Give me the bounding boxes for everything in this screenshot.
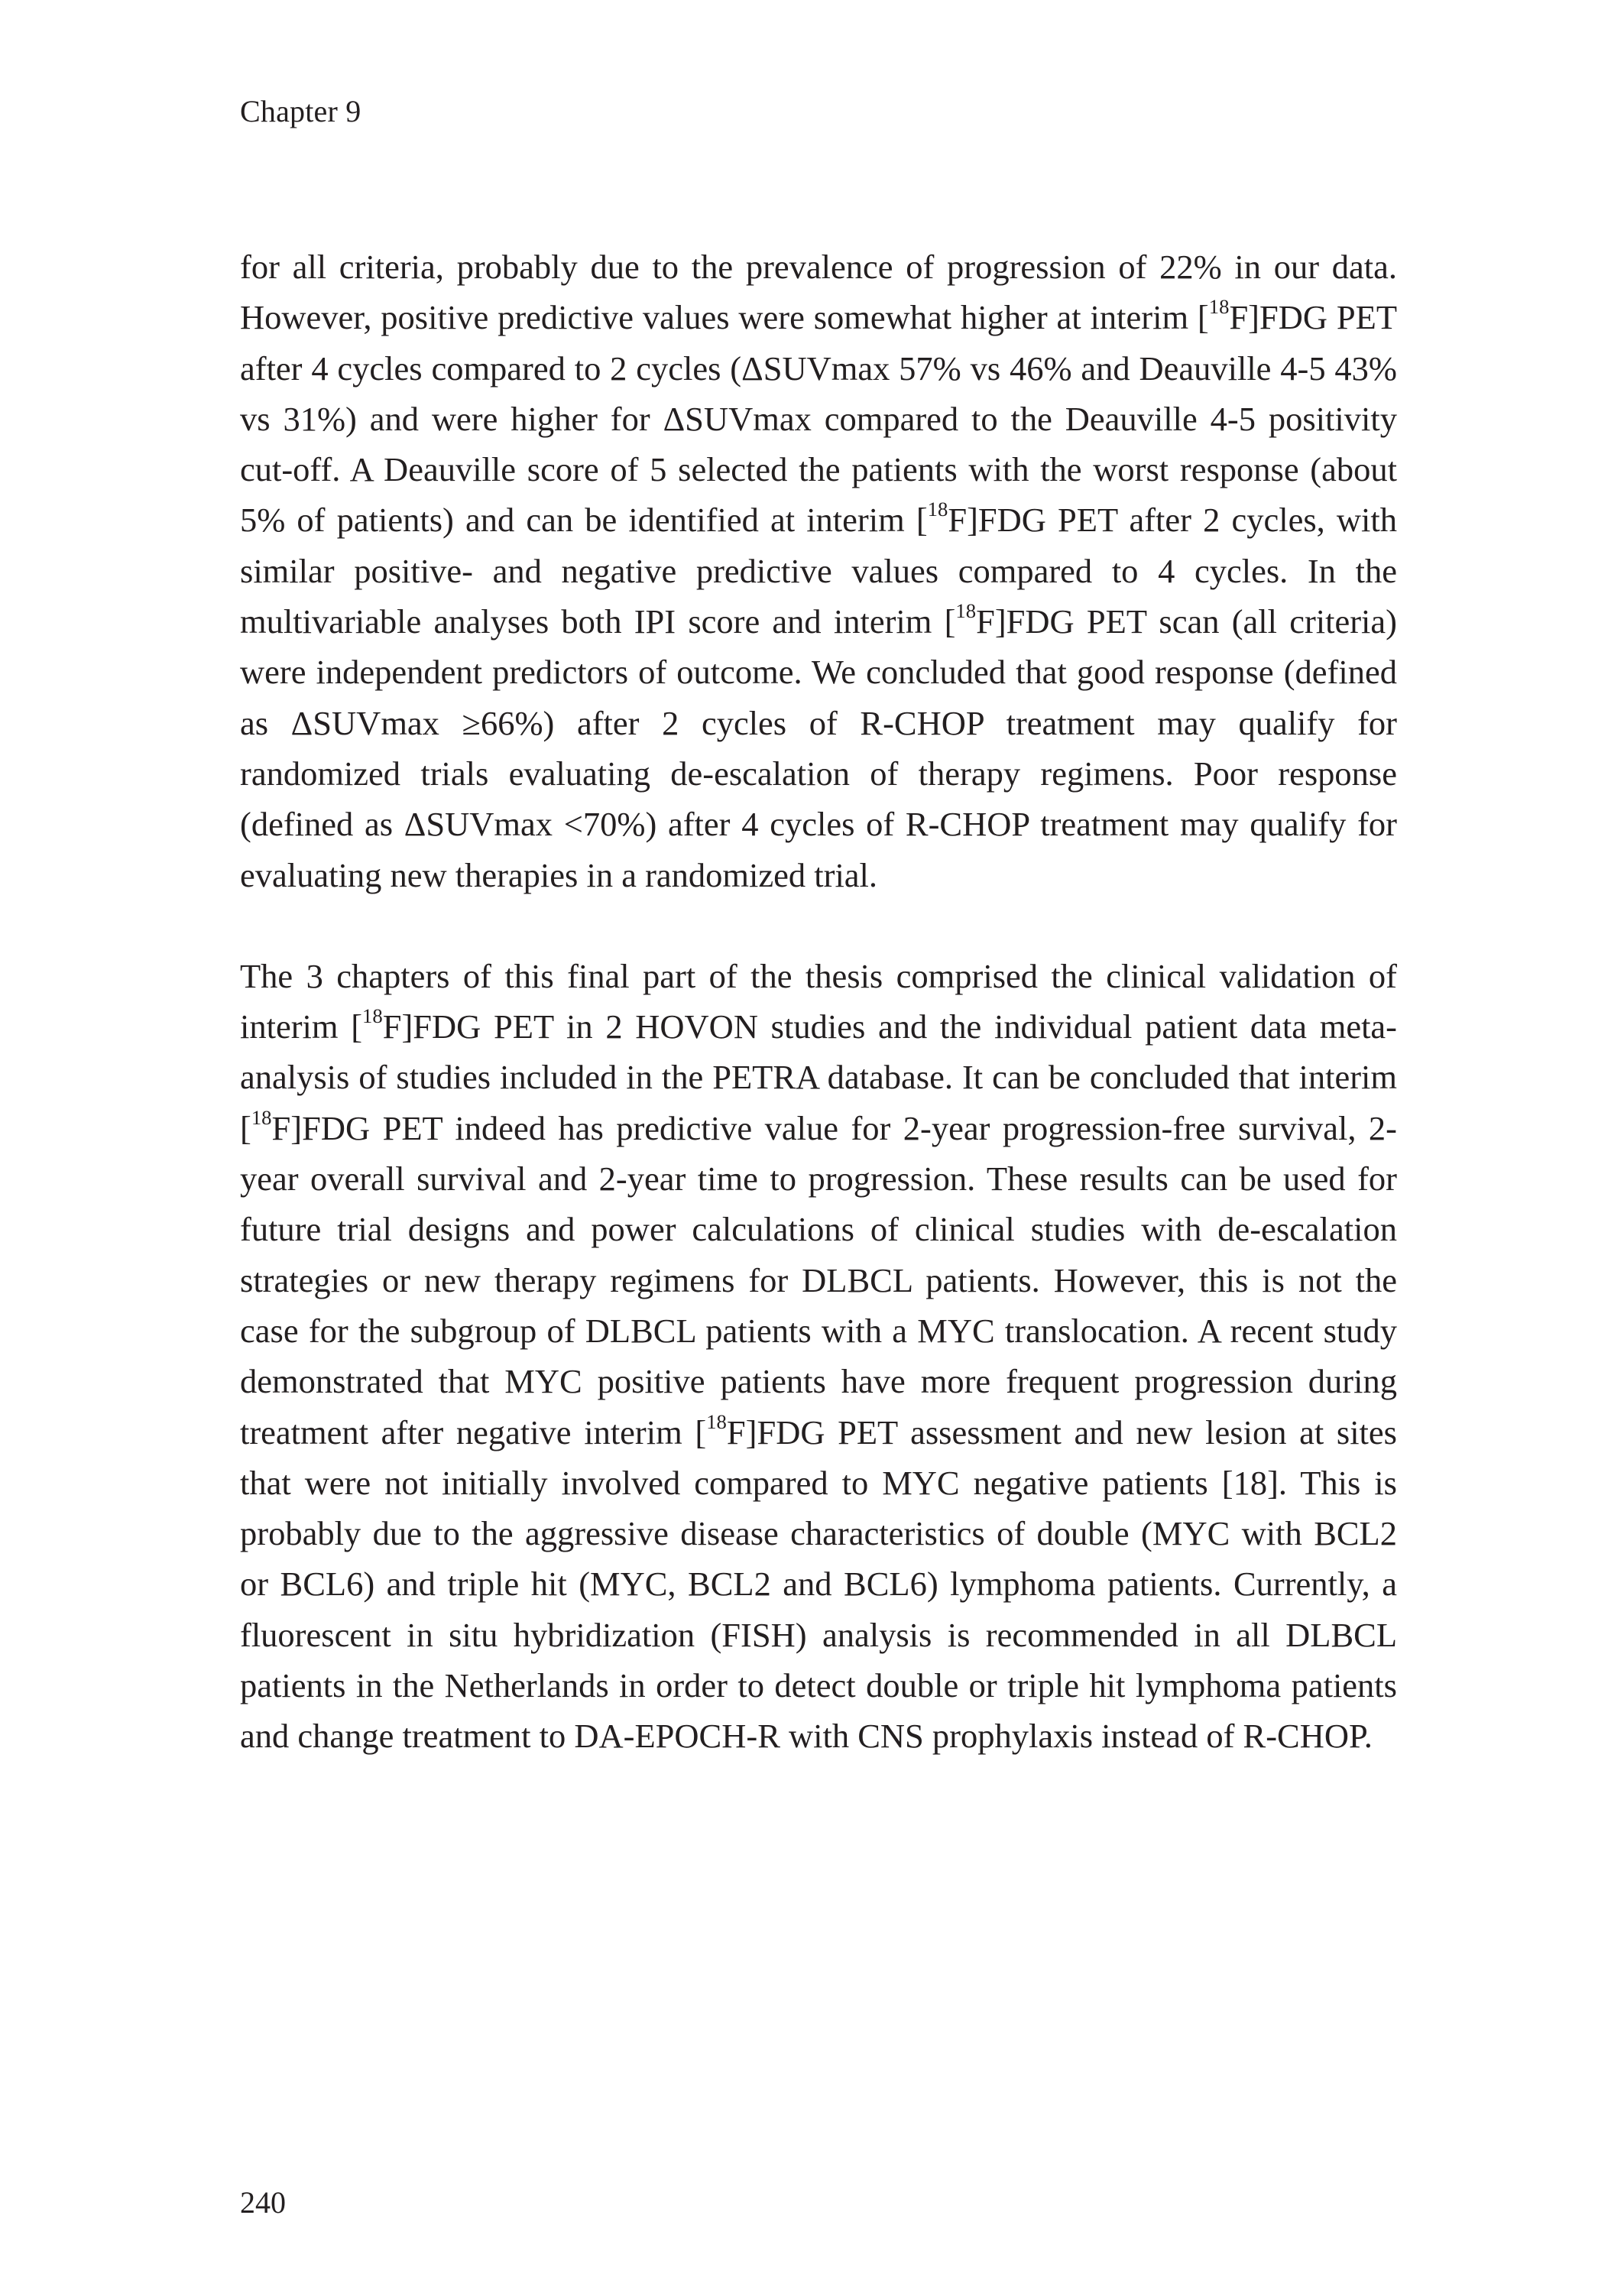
paragraph-1-text: for all criteria, probably due to the prevalence of progression of 22% in our data. However, positive predictive values were somewhat higher at interim [ [240,248,1397,337]
body-text [240,242,1397,1762]
superscript-mass-number: 18 [955,599,977,623]
paragraph-1 [240,242,1397,900]
running-head: Chapter 9 [240,94,361,128]
superscript-mass-number: 18 [1208,295,1230,319]
paragraph-2-text: The 3 chapters of this final part of the thesis comprised the clinical validation of interim [ [240,956,1397,1046]
superscript-mass-number: 18 [251,1105,272,1129]
paragraph-2-text: F]FDG PET assessment and new lesion at sites that were not initially involved compared to MYC negative patients [18]. This is probably due to the aggressive disease characteristics of double (MYC with BCL2 or BCL6) and triple hit (MYC, BCL2 and BCL6) lymphoma patients. Currently, a fluorescent in situ hybridization (FISH) analysis is recommended in all DLBCL patients in the Netherlands in order to detect double or triple hit lymphoma patients and change treatment to DA-EPOCH-R with CNS prophylaxis instead of R-CHOP. [240,1412,1397,1756]
paragraph-1-text: F]FDG PET after 2 cycles, with similar positive- and negative predictive values compared to 4 cycles. In the multivariable analyses both IPI score and interim [ [240,501,1398,641]
superscript-mass-number: 18 [927,498,948,521]
paragraph-2-text: F]FDG PET in 2 HOVON studies and the individual patient data meta-analysis of studies included in the PETRA database. It can be concluded that interim [ [240,1007,1398,1147]
paragraph-1-text: F]FDG PET after 4 cycles compared to 2 cycles (ΔSUVmax 57% vs 46% and Deauville 4-5 43% vs 31%) and were higher for ΔSUVmax compared to the Deauville 4-5 positivity cut-off. A Deauville score of 5 selected the patients with the worst response (about 5% of patients) and can be identified at interim [ [240,298,1398,540]
paragraph-2-text: F]FDG PET indeed has predictive value for 2-year progression-free survival, 2-year overall survival and 2-year time to progression. These results can be used for future trial designs and power calculations of clinical studies with de-escalation strategies or new therapy regimens for DLBCL patients. However, this is not the case for the subgroup of DLBCL patients with a MYC translocation. A recent study demonstrated that MYC positive patients have more frequent progression during treatment after negative interim [ [240,1108,1397,1451]
paragraph-2 [240,951,1397,1762]
page-number: 240 [240,2185,286,2220]
superscript-mass-number: 18 [362,1004,383,1028]
superscript-mass-number: 18 [706,1409,727,1433]
paragraph-1-text: F]FDG PET scan (all criteria) were independent predictors of outcome. We concluded that good response (defined as ΔSUVmax ≥66%) after 2 cycles of R-CHOP treatment may qualify for randomized trials evaluating de-escalation of therapy regimens. Poor response (defined as ΔSUVmax <70%) after 4 cycles of R-CHOP treatment may qualify for evaluating new therapies in a randomized trial. [240,602,1397,894]
